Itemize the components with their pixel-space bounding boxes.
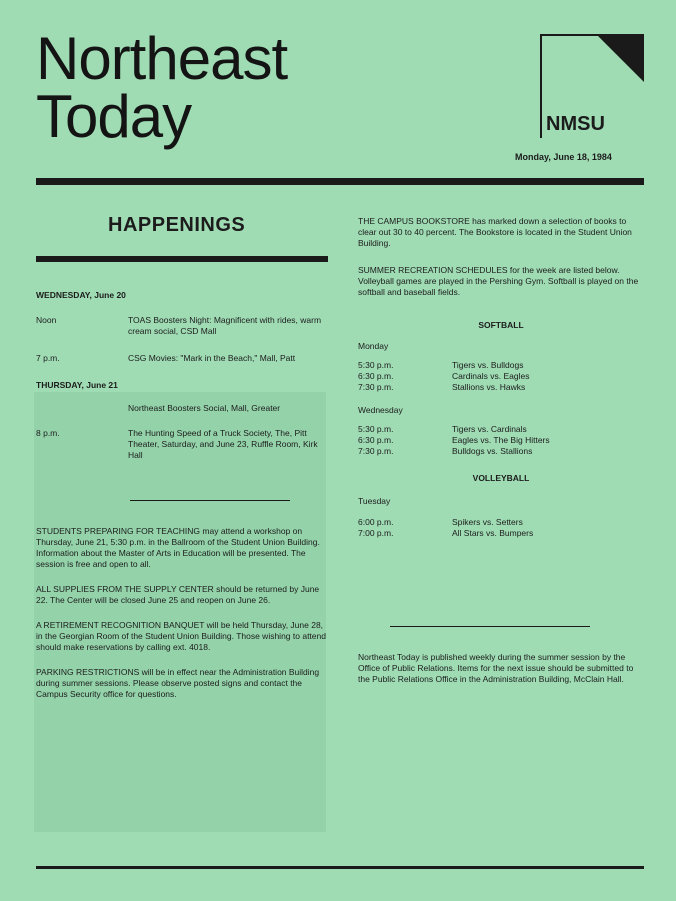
game-desc: Tigers vs. Cardinals xyxy=(452,424,527,434)
game-time: 7:30 p.m. xyxy=(358,382,394,392)
game-time: 7:00 p.m. xyxy=(358,528,394,538)
day-heading: WEDNESDAY, June 20 xyxy=(36,290,126,300)
game-row xyxy=(358,435,644,446)
title-line-1: Northeast xyxy=(36,25,288,92)
event-desc: TOAS Boosters Night: Magnificent with rides, warm cream social, CSD Mall xyxy=(128,315,322,336)
section-title: HAPPENINGS xyxy=(108,214,246,236)
notice-paragraph: THE CAMPUS BOOKSTORE has marked down a selection of books to clear out 30 to 40 percent. The Bookstore is located in the Student Union Building. xyxy=(358,216,632,248)
event-row xyxy=(36,403,326,414)
event-time xyxy=(36,403,128,414)
event-desc: Northeast Boosters Social, Mall, Greater xyxy=(128,403,281,413)
notice-paragraph: Northeast Today is published weekly during the summer session by the Office of Public Relations. Items for the next issue should be submitted to the Public Relations Office in the Administration Building, McClain Hall. xyxy=(358,652,634,684)
masthead-title xyxy=(36,25,288,150)
logo-triangle-icon xyxy=(598,36,644,82)
issue-date: Monday, June 18, 1984 xyxy=(515,152,612,162)
game-desc: All Stars vs. Bumpers xyxy=(452,528,534,538)
day-heading: Wednesday xyxy=(358,405,403,415)
game-desc: Spikers vs. Setters xyxy=(452,517,523,527)
divider xyxy=(130,500,290,501)
game-row xyxy=(358,371,644,382)
game-row xyxy=(358,528,644,539)
volleyball-heading: VOLLEYBALL xyxy=(472,473,530,483)
right-column xyxy=(358,216,644,539)
game-time: 6:30 p.m. xyxy=(358,371,394,381)
day-heading: THURSDAY, June 21 xyxy=(36,380,118,390)
masthead-rule xyxy=(36,178,644,185)
title-line-2: Today xyxy=(36,83,192,150)
game-row xyxy=(358,360,644,371)
game-time: 5:30 p.m. xyxy=(358,424,394,434)
event-desc: The Hunting Speed of a Truck Society, The, Pitt Theater, Saturday, and June 23, Ruffle Room, Kirk Hall xyxy=(128,428,318,460)
notice-paragraph: SUMMER RECREATION SCHEDULES for the week are listed below. Volleyball games are played in the Pershing Gym. Softball is played on the softball and baseball fields. xyxy=(358,265,639,297)
section-rule xyxy=(36,256,328,262)
logo-text: NMSU xyxy=(546,113,605,135)
left-notices xyxy=(36,526,326,700)
notice-paragraph: ALL SUPPLIES FROM THE SUPPLY CENTER should be returned by June 22. The Center will be closed June 25 and reopen on June 26. xyxy=(36,584,320,605)
event-row xyxy=(36,315,326,337)
softball-heading: SOFTBALL xyxy=(478,320,524,330)
game-time: 6:30 p.m. xyxy=(358,435,394,445)
publication-note xyxy=(358,652,644,685)
nmsu-logo xyxy=(540,34,644,138)
event-row xyxy=(36,353,326,364)
notice-paragraph: A RETIREMENT RECOGNITION BANQUET will be held Thursday, June 28, in the Georgian Room of the Student Union Building. Those wishing to attend should make reservations by calling ext. 4018. xyxy=(36,620,326,652)
day-heading: Tuesday xyxy=(358,496,391,506)
day-heading: Monday xyxy=(358,341,389,351)
footer-rule xyxy=(36,866,644,869)
event-desc: CSG Movies: "Mark in the Beach," Mall, Patt xyxy=(128,353,296,363)
event-time: Noon xyxy=(36,315,57,325)
game-time: 5:30 p.m. xyxy=(358,360,394,370)
divider xyxy=(390,626,590,627)
notice-paragraph: STUDENTS PREPARING FOR TEACHING may attend a workshop on Thursday, June 21, 5:30 p.m. in the Ballroom of the Student Union Building. Information about the Master of Arts in Education will be presented. The session is free and open to all. xyxy=(36,526,320,569)
event-time: 7 p.m. xyxy=(36,353,60,363)
event-time: 8 p.m. xyxy=(36,428,60,438)
game-time: 6:00 p.m. xyxy=(358,517,394,527)
notice-paragraph: PARKING RESTRICTIONS will be in effect near the Administration Building during summer sessions. Please observe posted signs and contact the Campus Security office for questions. xyxy=(36,667,320,699)
game-desc: Tigers vs. Bulldogs xyxy=(452,360,524,370)
game-row xyxy=(358,424,644,435)
left-column xyxy=(36,290,326,461)
event-row xyxy=(36,428,326,461)
game-desc: Cardinals vs. Eagles xyxy=(452,371,530,381)
game-row xyxy=(358,517,644,528)
game-desc: Eagles vs. The Big Hitters xyxy=(452,435,550,445)
game-row xyxy=(358,446,644,457)
game-row xyxy=(358,382,644,393)
game-desc: Bulldogs vs. Stallions xyxy=(452,446,533,456)
game-time: 7:30 p.m. xyxy=(358,446,394,456)
game-desc: Stallions vs. Hawks xyxy=(452,382,526,392)
